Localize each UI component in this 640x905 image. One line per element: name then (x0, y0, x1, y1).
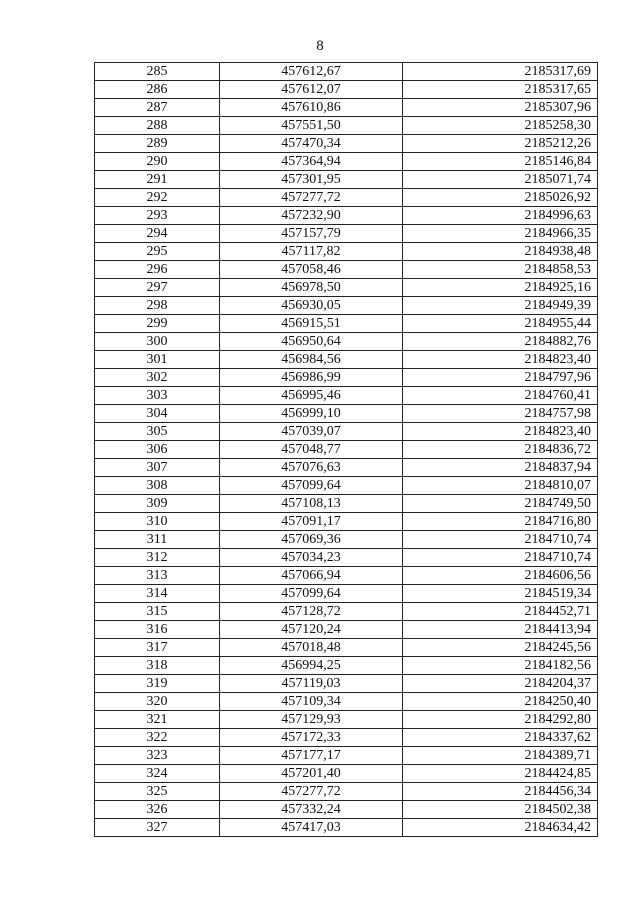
point-number-cell: 308 (95, 477, 220, 495)
point-number-cell: 307 (95, 459, 220, 477)
point-number-cell: 324 (95, 765, 220, 783)
x-coordinate-cell: 457364,94 (220, 153, 403, 171)
x-coordinate-cell: 457277,72 (220, 189, 403, 207)
point-number-cell: 292 (95, 189, 220, 207)
x-coordinate-cell: 457069,36 (220, 531, 403, 549)
table-row (95, 81, 598, 99)
point-number-cell: 323 (95, 747, 220, 765)
y-coordinate-cell: 2184925,16 (403, 279, 598, 297)
table-row (95, 657, 598, 675)
point-number-cell: 309 (95, 495, 220, 513)
table-row (95, 549, 598, 567)
point-number-cell: 291 (95, 171, 220, 189)
point-number-cell: 327 (95, 819, 220, 837)
y-coordinate-cell: 2184424,85 (403, 765, 598, 783)
x-coordinate-cell: 457610,86 (220, 99, 403, 117)
point-number-cell: 325 (95, 783, 220, 801)
y-coordinate-cell: 2184955,44 (403, 315, 598, 333)
y-coordinate-cell: 2184413,94 (403, 621, 598, 639)
y-coordinate-cell: 2184938,48 (403, 243, 598, 261)
x-coordinate-cell: 457018,48 (220, 639, 403, 657)
y-coordinate-cell: 2184456,34 (403, 783, 598, 801)
x-coordinate-cell: 457108,13 (220, 495, 403, 513)
point-number-cell: 285 (95, 63, 220, 81)
y-coordinate-cell: 2184949,39 (403, 297, 598, 315)
y-coordinate-cell: 2184204,37 (403, 675, 598, 693)
y-coordinate-cell: 2185317,65 (403, 81, 598, 99)
x-coordinate-cell: 457034,23 (220, 549, 403, 567)
y-coordinate-cell: 2184337,62 (403, 729, 598, 747)
table-row (95, 621, 598, 639)
x-coordinate-cell: 457120,24 (220, 621, 403, 639)
x-coordinate-cell: 457099,64 (220, 585, 403, 603)
y-coordinate-cell: 2184519,34 (403, 585, 598, 603)
y-coordinate-cell: 2184292,80 (403, 711, 598, 729)
x-coordinate-cell: 457177,17 (220, 747, 403, 765)
y-coordinate-cell: 2184634,42 (403, 819, 598, 837)
point-number-cell: 286 (95, 81, 220, 99)
table-row (95, 99, 598, 117)
table-row (95, 207, 598, 225)
y-coordinate-cell: 2184760,41 (403, 387, 598, 405)
x-coordinate-cell: 456915,51 (220, 315, 403, 333)
x-coordinate-cell: 456930,05 (220, 297, 403, 315)
x-coordinate-cell: 457099,64 (220, 477, 403, 495)
y-coordinate-cell: 2184882,76 (403, 333, 598, 351)
x-coordinate-cell: 456978,50 (220, 279, 403, 297)
x-coordinate-cell: 457551,50 (220, 117, 403, 135)
point-number-cell: 321 (95, 711, 220, 729)
x-coordinate-cell: 457129,93 (220, 711, 403, 729)
table-row (95, 477, 598, 495)
coordinates-table-body (95, 63, 598, 837)
point-number-cell: 298 (95, 297, 220, 315)
table-row (95, 333, 598, 351)
y-coordinate-cell: 2185307,96 (403, 99, 598, 117)
x-coordinate-cell: 457117,82 (220, 243, 403, 261)
table-row (95, 531, 598, 549)
y-coordinate-cell: 2184797,96 (403, 369, 598, 387)
x-coordinate-cell: 457128,72 (220, 603, 403, 621)
x-coordinate-cell: 457232,90 (220, 207, 403, 225)
y-coordinate-cell: 2184452,71 (403, 603, 598, 621)
table-row (95, 369, 598, 387)
point-number-cell: 297 (95, 279, 220, 297)
x-coordinate-cell: 457332,24 (220, 801, 403, 819)
point-number-cell: 287 (95, 99, 220, 117)
point-number-cell: 289 (95, 135, 220, 153)
x-coordinate-cell: 456984,56 (220, 351, 403, 369)
y-coordinate-cell: 2185258,30 (403, 117, 598, 135)
point-number-cell: 300 (95, 333, 220, 351)
table-row (95, 171, 598, 189)
y-coordinate-cell: 2184710,74 (403, 531, 598, 549)
point-number-cell: 310 (95, 513, 220, 531)
y-coordinate-cell: 2184823,40 (403, 351, 598, 369)
point-number-cell: 302 (95, 369, 220, 387)
point-number-cell: 312 (95, 549, 220, 567)
x-coordinate-cell: 456999,10 (220, 405, 403, 423)
x-coordinate-cell: 457076,63 (220, 459, 403, 477)
point-number-cell: 288 (95, 117, 220, 135)
x-coordinate-cell: 457277,72 (220, 783, 403, 801)
point-number-cell: 293 (95, 207, 220, 225)
point-number-cell: 315 (95, 603, 220, 621)
y-coordinate-cell: 2184182,56 (403, 657, 598, 675)
y-coordinate-cell: 2184837,94 (403, 459, 598, 477)
x-coordinate-cell: 457066,94 (220, 567, 403, 585)
table-row (95, 765, 598, 783)
point-number-cell: 295 (95, 243, 220, 261)
table-row (95, 639, 598, 657)
point-number-cell: 305 (95, 423, 220, 441)
table-row (95, 243, 598, 261)
x-coordinate-cell: 457039,07 (220, 423, 403, 441)
point-number-cell: 322 (95, 729, 220, 747)
x-coordinate-cell: 456950,64 (220, 333, 403, 351)
y-coordinate-cell: 2184823,40 (403, 423, 598, 441)
table-row (95, 783, 598, 801)
x-coordinate-cell: 457470,34 (220, 135, 403, 153)
table-row (95, 819, 598, 837)
point-number-cell: 303 (95, 387, 220, 405)
point-number-cell: 299 (95, 315, 220, 333)
x-coordinate-cell: 457612,67 (220, 63, 403, 81)
point-number-cell: 317 (95, 639, 220, 657)
table-row (95, 711, 598, 729)
y-coordinate-cell: 2185026,92 (403, 189, 598, 207)
table-row (95, 279, 598, 297)
x-coordinate-cell: 456986,99 (220, 369, 403, 387)
point-number-cell: 320 (95, 693, 220, 711)
table-row (95, 423, 598, 441)
table-row (95, 117, 598, 135)
y-coordinate-cell: 2184966,35 (403, 225, 598, 243)
y-coordinate-cell: 2184996,63 (403, 207, 598, 225)
table-row (95, 405, 598, 423)
page-number: 8 (316, 38, 324, 54)
table-row (95, 729, 598, 747)
x-coordinate-cell: 457417,03 (220, 819, 403, 837)
x-coordinate-cell: 456995,46 (220, 387, 403, 405)
x-coordinate-cell: 457612,07 (220, 81, 403, 99)
x-coordinate-cell: 457301,95 (220, 171, 403, 189)
y-coordinate-cell: 2184757,98 (403, 405, 598, 423)
x-coordinate-cell: 457109,34 (220, 693, 403, 711)
x-coordinate-cell: 457201,40 (220, 765, 403, 783)
table-row (95, 225, 598, 243)
table-row (95, 261, 598, 279)
table-row (95, 153, 598, 171)
y-coordinate-cell: 2184836,72 (403, 441, 598, 459)
point-number-cell: 326 (95, 801, 220, 819)
table-row (95, 675, 598, 693)
point-number-cell: 306 (95, 441, 220, 459)
x-coordinate-cell: 457172,33 (220, 729, 403, 747)
point-number-cell: 294 (95, 225, 220, 243)
table-row (95, 459, 598, 477)
y-coordinate-cell: 2184502,38 (403, 801, 598, 819)
table-row (95, 513, 598, 531)
y-coordinate-cell: 2184749,50 (403, 495, 598, 513)
y-coordinate-cell: 2185146,84 (403, 153, 598, 171)
point-number-cell: 301 (95, 351, 220, 369)
table-row (95, 441, 598, 459)
x-coordinate-cell: 457157,79 (220, 225, 403, 243)
point-number-cell: 316 (95, 621, 220, 639)
y-coordinate-cell: 2185212,26 (403, 135, 598, 153)
point-number-cell: 296 (95, 261, 220, 279)
table-row (95, 297, 598, 315)
table-row (95, 315, 598, 333)
x-coordinate-cell: 457091,17 (220, 513, 403, 531)
y-coordinate-cell: 2184858,53 (403, 261, 598, 279)
y-coordinate-cell: 2184250,40 (403, 693, 598, 711)
table-row (95, 63, 598, 81)
y-coordinate-cell: 2184606,56 (403, 567, 598, 585)
x-coordinate-cell: 457048,77 (220, 441, 403, 459)
x-coordinate-cell: 457058,46 (220, 261, 403, 279)
point-number-cell: 311 (95, 531, 220, 549)
coordinates-table (94, 62, 598, 837)
table-row (95, 135, 598, 153)
y-coordinate-cell: 2184245,56 (403, 639, 598, 657)
table-row (95, 189, 598, 207)
table-row (95, 495, 598, 513)
x-coordinate-cell: 456994,25 (220, 657, 403, 675)
point-number-cell: 313 (95, 567, 220, 585)
point-number-cell: 304 (95, 405, 220, 423)
point-number-cell: 290 (95, 153, 220, 171)
x-coordinate-cell: 457119,03 (220, 675, 403, 693)
y-coordinate-cell: 2184810,07 (403, 477, 598, 495)
point-number-cell: 314 (95, 585, 220, 603)
table-row (95, 801, 598, 819)
point-number-cell: 318 (95, 657, 220, 675)
y-coordinate-cell: 2184389,71 (403, 747, 598, 765)
y-coordinate-cell: 2185317,69 (403, 63, 598, 81)
table-row (95, 747, 598, 765)
table-row (95, 351, 598, 369)
table-row (95, 603, 598, 621)
table-row (95, 567, 598, 585)
table-row (95, 585, 598, 603)
y-coordinate-cell: 2184716,80 (403, 513, 598, 531)
table-row (95, 387, 598, 405)
table-row (95, 693, 598, 711)
y-coordinate-cell: 2184710,74 (403, 549, 598, 567)
point-number-cell: 319 (95, 675, 220, 693)
y-coordinate-cell: 2185071,74 (403, 171, 598, 189)
